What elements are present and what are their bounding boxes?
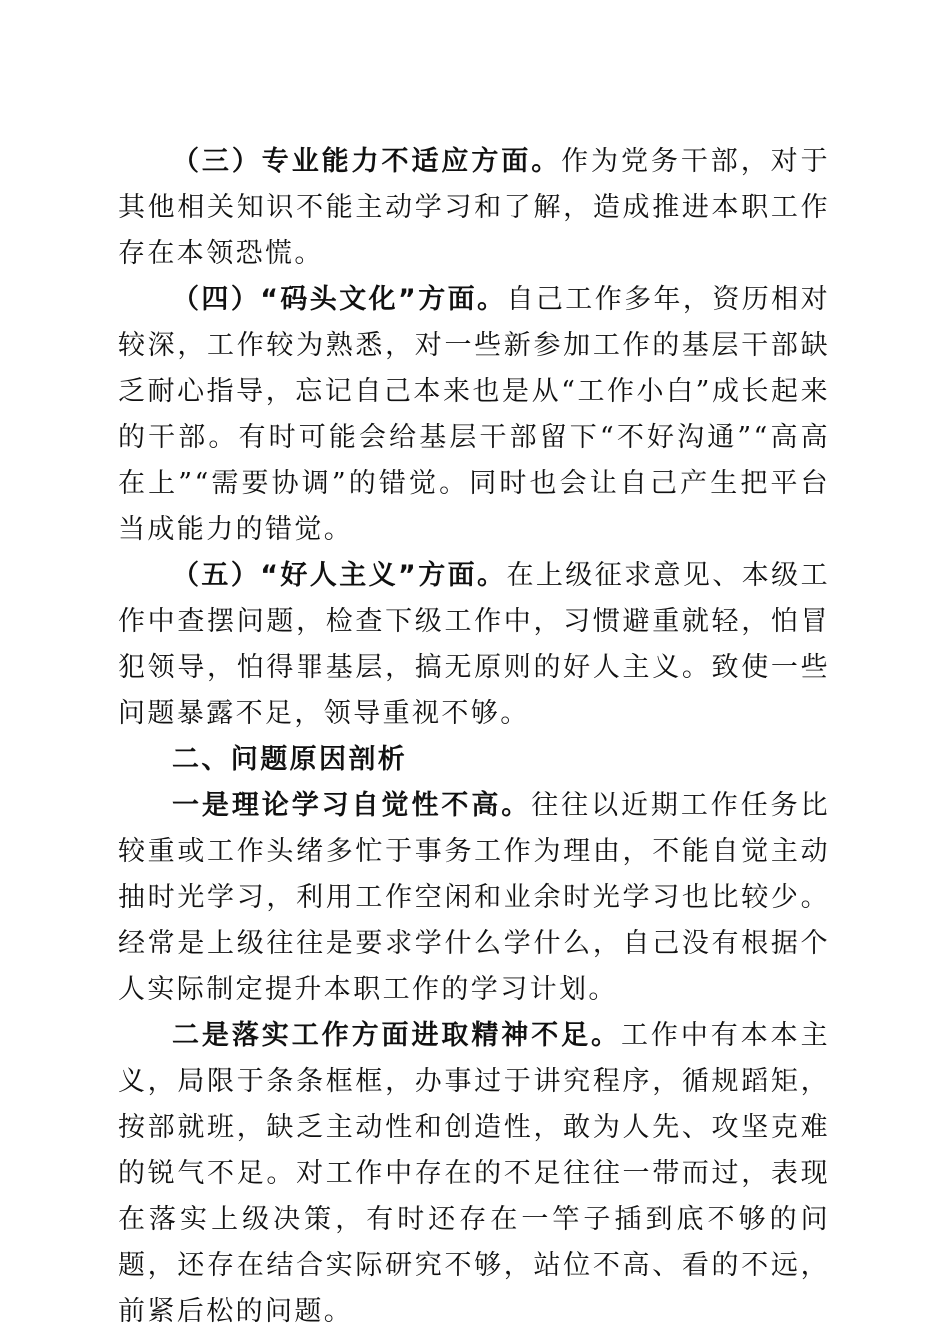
document-page — [118, 139, 830, 1335]
paragraph-lead: （五）“好人主义”方面。 — [172, 560, 507, 591]
paragraph-dock-culture — [118, 277, 830, 553]
paragraph-reason-one — [118, 783, 830, 1013]
paragraph-lead: 一是理论学习自觉性不高。 — [172, 790, 532, 821]
paragraph-body: 作为党务干部，对于其他相关知识不能主动学习和了解，造成推进本职工作存在本领恐慌。 — [118, 146, 830, 269]
paragraph-lead: （三）专业能力不适应方面。 — [172, 146, 562, 177]
paragraph-good-guy-ism — [118, 553, 830, 737]
paragraph-body: 工作中有本本主义，局限于条条框框，办事过于讲究程序，循规蹈矩，按部就班，缺乏主动性和创造性，敢为人先、攻坚克难的锐气不足。对工作中存在的不足往往一带而过，表现在落实上级决策，有时还存在一竿子插到底不够的问题，还存在结合实际研究不够，站位不高、看的不远，前紧后松的问题。 — [118, 1020, 830, 1327]
paragraph-reason-two — [118, 1013, 830, 1335]
paragraph-body: 自己工作多年，资历相对较深，工作较为熟悉，对一些新参加工作的基层干部缺乏耐心指导，忘记自己本来也是从“工作小白”成长起来的干部。有时可能会给基层干部留下“不好沟通”“高高在上”“需要协调”的错觉。同时也会让自己产生把平台当成能力的错觉。 — [118, 284, 830, 545]
section-heading: 二、问题原因剖析 — [172, 744, 408, 775]
paragraph-body: 往往以近期工作任务比较重或工作头绪多忙于事务工作为理由，不能自觉主动抽时光学习，利用工作空闲和业余时光学习也比较少。经常是上级往往是要求学什么学什么，自己没有根据个人实际制定提升本职工作的学习计划。 — [118, 790, 830, 1005]
paragraph-professional-ability — [118, 139, 830, 277]
paragraph-lead: 二是落实工作方面进取精神不足。 — [172, 1020, 621, 1051]
paragraph-body: 在上级征求意见、本级工作中查摆问题，检查下级工作中，习惯避重就轻，怕冒犯领导，怕得罪基层，搞无原则的好人主义。致使一些问题暴露不足，领导重视不够。 — [118, 560, 830, 729]
paragraph-lead: （四）“码头文化”方面。 — [172, 284, 507, 315]
